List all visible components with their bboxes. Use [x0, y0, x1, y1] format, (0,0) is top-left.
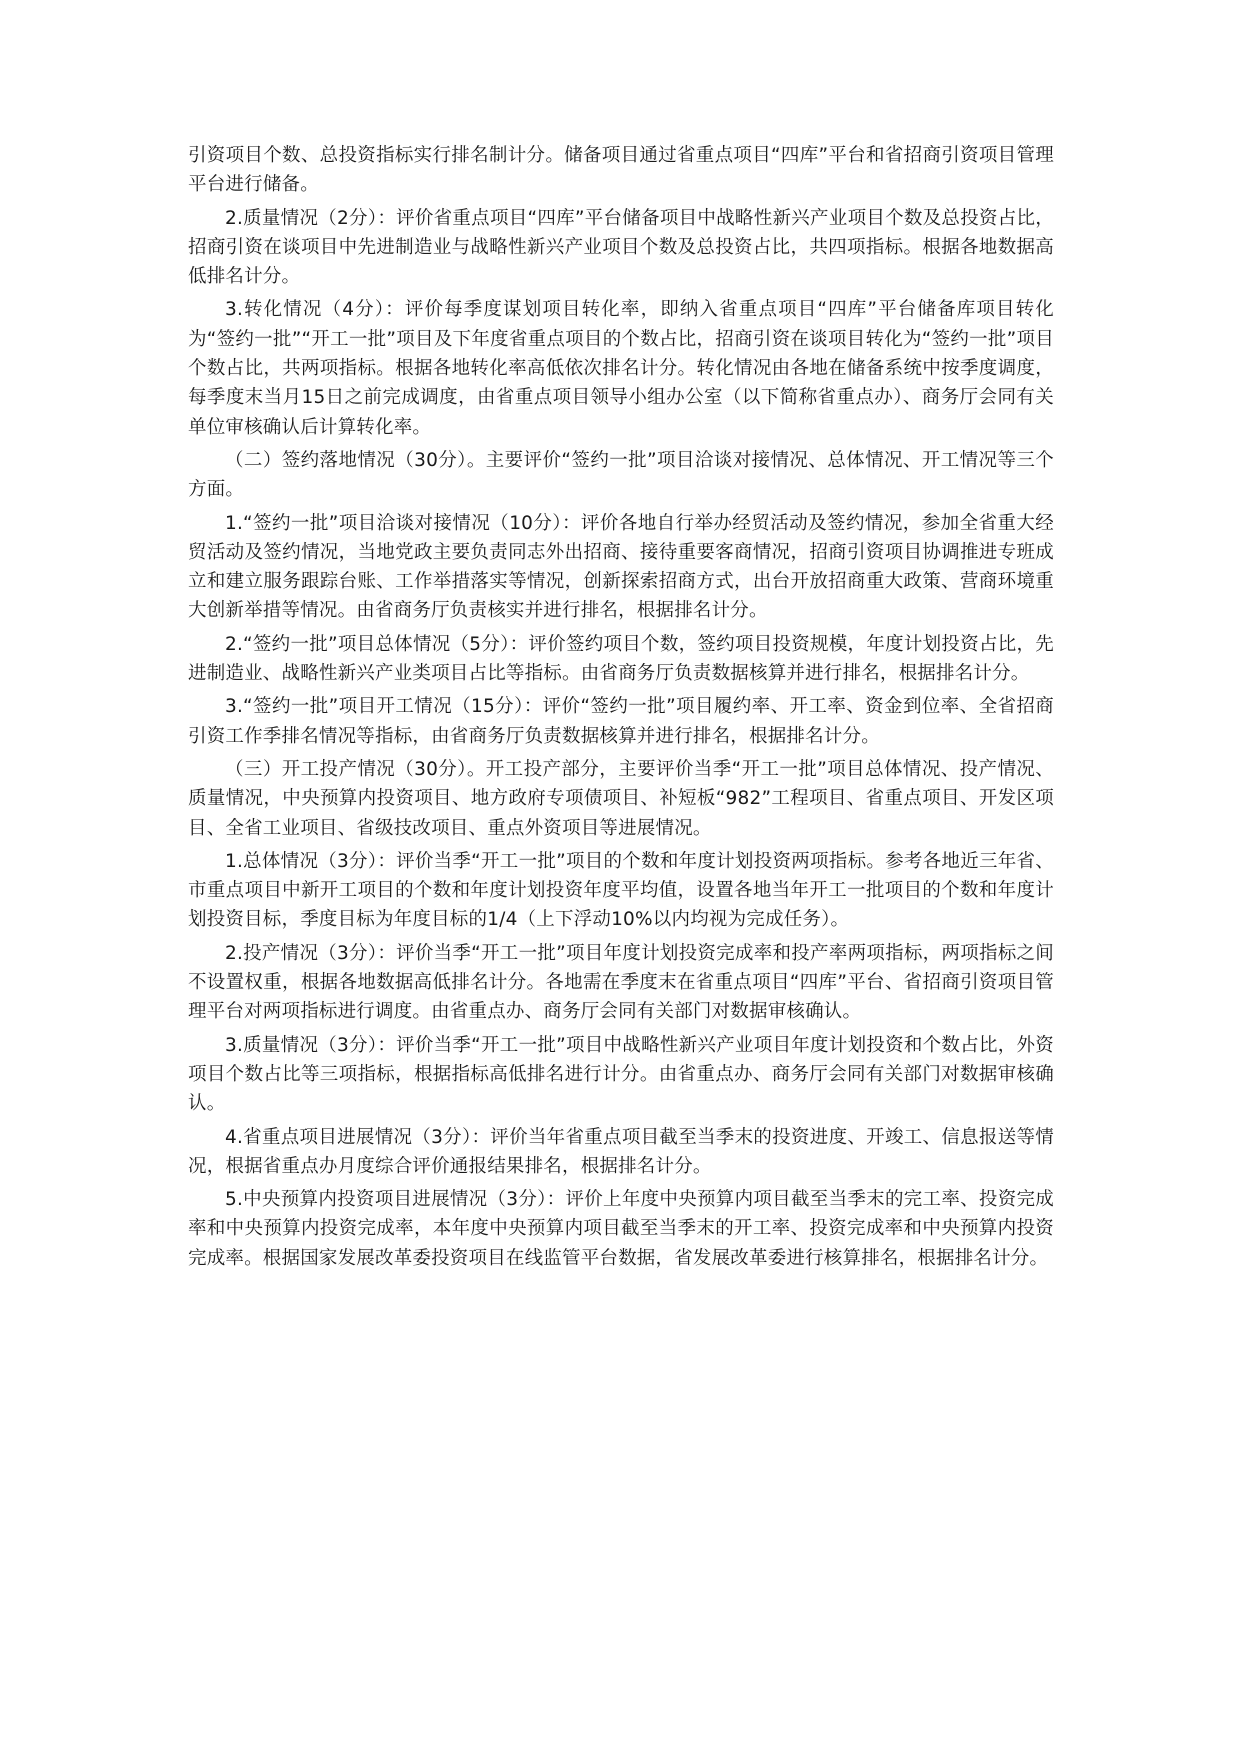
paragraph-signing-overall: 2.“签约一批”项目总体情况（5分）：评价签约项目个数，签约项目投资规模，年度计划投资占比，先进制造业、战略性新兴产业类项目占比等指标。由省商务厅负责数据核算并进行排名，根据排名计分。: [188, 633, 1054, 685]
paragraph-key-projects: 4.省重点项目进展情况（3分）：评价当年省重点项目截至当季末的投资进度、开竣工、信息报送等情况，根据省重点办月度综合评价通报结果排名，根据排名计分。: [188, 1126, 1054, 1177]
paragraph-signing-negotiation: 1.“签约一批”项目洽谈对接情况（10分）：评价各地自行举办经贸活动及签约情况，参加全省重大经贸活动及签约情况，当地党政主要负责同志外出招商、接待重要客商情况，招商引资项目协调推进专班成立和建立服务跟踪台账、工作举措落实等情况，创新探索招商方式，出台开放招商重大政策、营商环境重大创新举措等情况。由省商务厅负责核实并进行排名，根据排名计分。: [188, 512, 1054, 622]
paragraph-quality: 2.质量情况（2分）：评价省重点项目“四库”平台储备项目中战略性新兴产业项目个数及总投资占比，招商引资在谈项目中先进制造业与战略性新兴产业项目个数及总投资占比，共四项指标。根据各地数据高低排名计分。: [188, 207, 1054, 288]
paragraph-signing-start: 3.“签约一批”项目开工情况（15分）：评价“签约一批”项目履约率、开工率、资金到位率、全省招商引资工作季排名情况等指标，由省商务厅负责数据核算并进行排名，根据排名计分。: [188, 696, 1054, 747]
document-body: [188, 141, 1054, 1277]
paragraph-production-output: 2.投产情况（3分）：评价当季“开工一批”项目年度计划投资完成率和投产率两项指标，两项指标之间不设置权重，根据各地数据高低排名计分。各地需在季度末在省重点项目“四库”平台、省招商引资项目管理平台对两项指标进行调度。由省重点办、商务厅会同有关部门对数据审核确认。: [188, 942, 1054, 1023]
section-heading-signing: （二）签约落地情况（30分）。主要评价“签约一批”项目洽谈对接情况、总体情况、开工情况等三个方面。: [188, 449, 1054, 501]
section-heading-production: （三）开工投产情况（30分）。开工投产部分，主要评价当季“开工一批”项目总体情况、投产情况、质量情况，中央预算内投资项目、地方政府专项债项目、补短板“982”工程项目、省重点项目、开发区项目、全省工业项目、省级技改项目、重点外资项目等进展情况。: [188, 758, 1054, 839]
paragraph-continuation: 引资项目个数、总投资指标实行排名制计分。储备项目通过省重点项目“四库”平台和省招商引资项目管理平台进行储备。: [188, 145, 1054, 196]
paragraph-production-quality: 3.质量情况（3分）：评价当季“开工一批”项目中战略性新兴产业项目年度计划投资和个数占比，外资项目个数占比等三项指标，根据指标高低排名进行计分。由省重点办、商务厅会同有关部门对数据审核确认。: [188, 1034, 1054, 1115]
paragraph-central-budget: 5.中央预算内投资项目进展情况（3分）：评价上年度中央预算内项目截至当季末的完工率、投资完成率和中央预算内投资完成率，本年度中央预算内项目截至当季末的开工率、投资完成率和中央预算内投资完成率。根据国家发展改革委投资项目在线监管平台数据，省发展改革委进行核算排名，根据排名计分。: [188, 1189, 1054, 1269]
paragraph-conversion: 3.转化情况（4分）：评价每季度谋划项目转化率，即纳入省重点项目“四库”平台储备库项目转化为“签约一批”“开工一批”项目及下年度省重点项目的个数占比，招商引资在谈项目转化为“签约一批”项目个数占比，共两项指标。根据各地转化率高低依次排名计分。转化情况由各地在储备系统中按季度调度，每季度末当月15日之前完成调度，由省重点项目领导小组办公室（以下简称省重点办）、商务厅会同有关单位审核确认后计算转化率。: [188, 299, 1054, 438]
paragraph-production-overall: 1.总体情况（3分）：评价当季“开工一批”项目的个数和年度计划投资两项指标。参考各地近三年省、市重点项目中新开工项目的个数和年度计划投资年度平均值，设置各地当年开工一批项目的个数和年度计划投资目标，季度目标为年度目标的1/4（上下浮动10%以内均视为完成任务）。: [188, 850, 1054, 931]
